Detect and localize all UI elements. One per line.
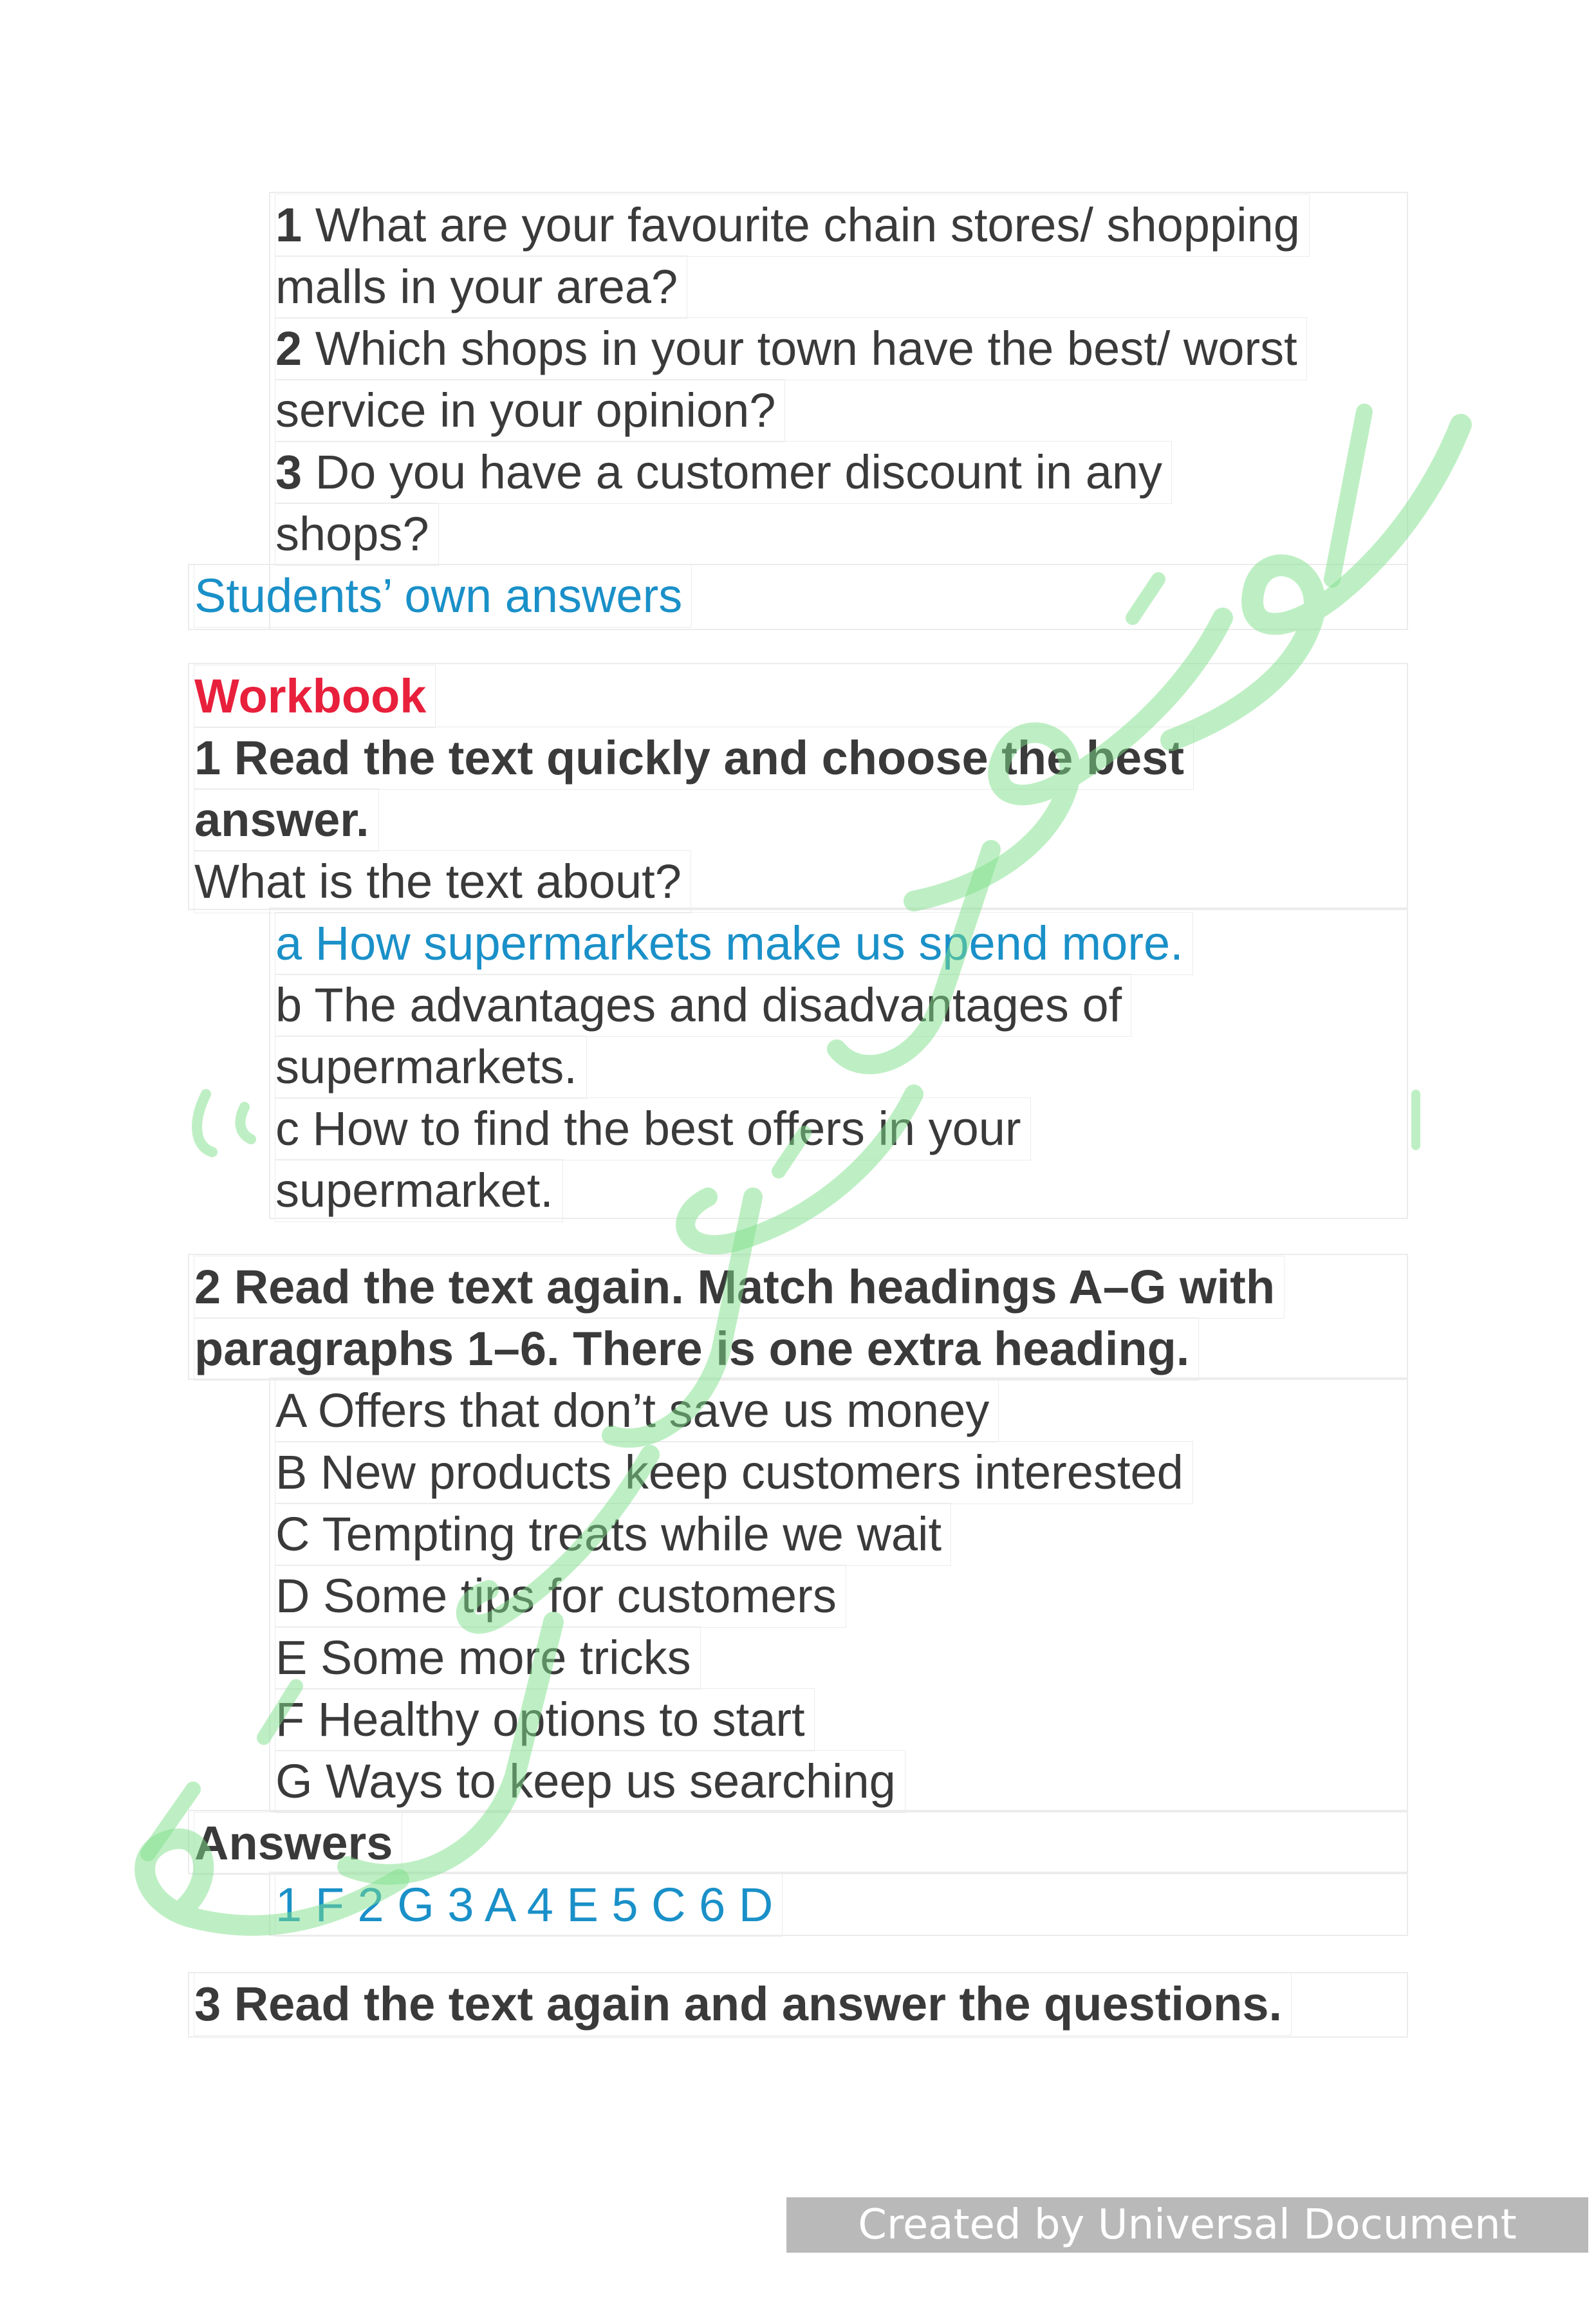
question-text: What are your favourite chain stores/ shopping (302, 198, 1300, 252)
question-number: 1 (275, 198, 302, 252)
heading-item: G Ways to keep us searching (275, 1751, 905, 1812)
option-b-line-2: supermarkets. (275, 1036, 586, 1098)
students-own-answers: Students’ own answers (194, 565, 691, 627)
question-1-line-2: malls in your area? (275, 256, 687, 318)
option-c-line-1: c How to find the best offers in your (275, 1098, 1030, 1160)
exercise-3-title: 3 Read the text again and answer the questions. (194, 1973, 1291, 2035)
heading-item: D Some tips for customers (275, 1565, 846, 1627)
question-1-line-1 (275, 194, 1309, 256)
question-text: Which shops in your town have the best/ worst (302, 322, 1297, 375)
answers-label: Answers (194, 1812, 402, 1874)
exercise-2-title-line-1: 2 Read the text again. Match headings A–G with (194, 1256, 1284, 1318)
exercise-1-question: What is the text about? (194, 851, 691, 913)
option-c-line-2: supermarket. (275, 1160, 562, 1222)
exercise-2-title-line-2: paragraphs 1–6. There is one extra heading. (194, 1318, 1198, 1380)
heading-item: E Some more tricks (275, 1627, 700, 1689)
heading-item: F Healthy options to start (275, 1689, 814, 1751)
converter-footer: Created by Universal Document Converter (786, 2197, 1588, 2253)
question-3-line-1 (275, 442, 1171, 503)
exercise-1-title-line-2: answer. (194, 789, 378, 851)
heading-item: C Tempting treats while we wait (275, 1503, 951, 1565)
heading-item: A Offers that don’t save us money (275, 1380, 998, 1442)
exercise-1-title-line-1: 1 Read the text quickly and choose the best (194, 727, 1193, 789)
question-number: 2 (275, 322, 302, 375)
answers-key: 1 F 2 G 3 A 4 E 5 C 6 D (275, 1874, 782, 1936)
question-text: Do you have a customer discount in any (302, 445, 1162, 499)
workbook-heading: Workbook (194, 665, 435, 727)
question-2-line-1 (275, 318, 1306, 380)
question-2-line-2: service in your opinion? (275, 380, 784, 442)
option-a-correct: a How supermarkets make us spend more. (275, 913, 1192, 974)
question-3-line-2: shops? (275, 503, 438, 565)
heading-item: B New products keep customers interested (275, 1442, 1192, 1503)
option-b-line-1: b The advantages and disadvantages of (275, 974, 1131, 1036)
question-number: 3 (275, 445, 302, 499)
